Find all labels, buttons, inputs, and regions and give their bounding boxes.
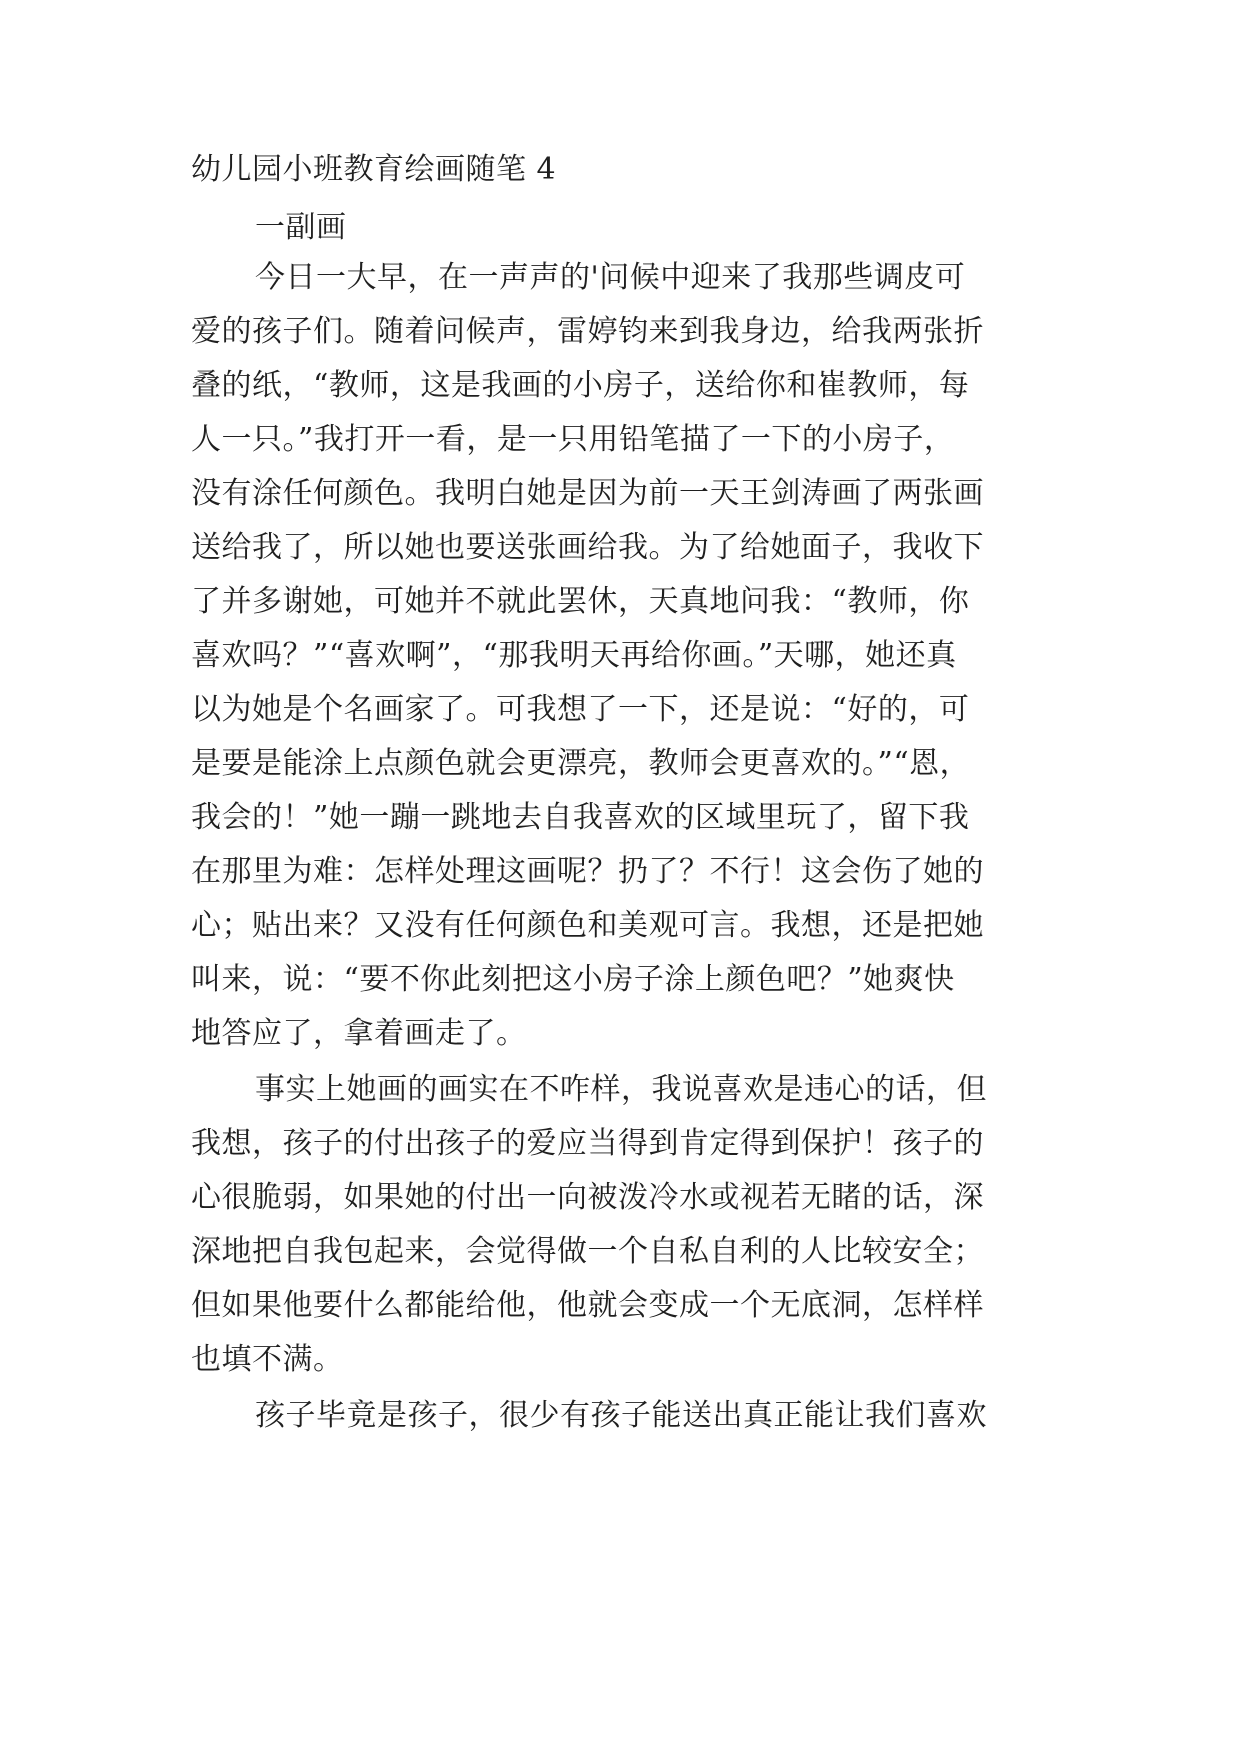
paragraph-1-line-13: 心；贴出来？又没有任何颜色和美观可言。我想，还是把她: [191, 908, 984, 943]
paragraph-1-line-11: 我会的！”她一蹦一跳地去自我喜欢的区域里玩了，留下我: [191, 800, 970, 835]
paragraph-1-line-2: 爱的孩子们。随着问候声，雷婷钧来到我身边，给我两张折: [191, 314, 984, 349]
paragraph-2-line-1: 事实上她画的画实在不咋样，我说喜欢是违心的话，但: [255, 1072, 987, 1107]
paragraph-3-line-1: 孩子毕竟是孩子，很少有孩子能送出真正能让我们喜欢: [255, 1398, 987, 1433]
paragraph-1-line-15: 地答应了，拿着画走了。: [191, 1016, 527, 1051]
paragraph-1-line-8: 喜欢吗？”“喜欢啊”，“那我明天再给你画。”天哪，她还真: [191, 638, 957, 673]
paragraph-2-line-3: 心很脆弱，如果她的付出一向被泼冷水或视若无睹的话，深: [191, 1180, 984, 1215]
document-title: 幼儿园小班教育绘画随笔 4: [191, 152, 557, 187]
paragraph-1-line-14: 叫来，说：“要不你此刻把这小房子涂上颜色吧？”她爽快: [191, 962, 955, 997]
paragraph-1-line-9: 以为她是个名画家了。可我想了一下，还是说：“好的，可: [191, 692, 970, 727]
paragraph-1-line-12: 在那里为难：怎样处理这画呢？扔了？不行！这会伤了她的: [191, 854, 984, 889]
paragraph-1-line-5: 没有涂任何颜色。我明白她是因为前一天王剑涛画了两张画: [191, 476, 984, 511]
paragraph-1-line-4: 人一只。”我打开一看，是一只用铅笔描了一下的小房子，: [191, 422, 955, 457]
paragraph-2-line-5: 但如果他要什么都能给他，他就会变成一个无底洞，怎样样: [191, 1288, 984, 1323]
paragraph-1-line-6: 送给我了，所以她也要送张画给我。为了给她面子，我收下: [191, 530, 984, 565]
paragraph-1-line-1: 今日一大早，在一声声的'问候中迎来了我那些调皮可: [255, 260, 966, 295]
paragraph-1-line-10: 是要是能涂上点颜色就会更漂亮，教师会更喜欢的。”“恩，: [191, 746, 971, 781]
paragraph-1-line-3: 叠的纸，“教师，这是我画的小房子，送给你和崔教师，每: [191, 368, 970, 403]
paragraph-2-line-2: 我想，孩子的付出孩子的爱应当得到肯定得到保护！孩子的: [191, 1126, 984, 1161]
paragraph-2-line-4: 深地把自我包起来，会觉得做一个自私自利的人比较安全；: [191, 1234, 984, 1269]
paragraph-2-line-6: 也填不满。: [191, 1342, 344, 1377]
paragraph-1-line-7: 了并多谢她，可她并不就此罢休，天真地问我：“教师，你: [191, 584, 970, 619]
document-subtitle: 一副画: [255, 210, 347, 245]
